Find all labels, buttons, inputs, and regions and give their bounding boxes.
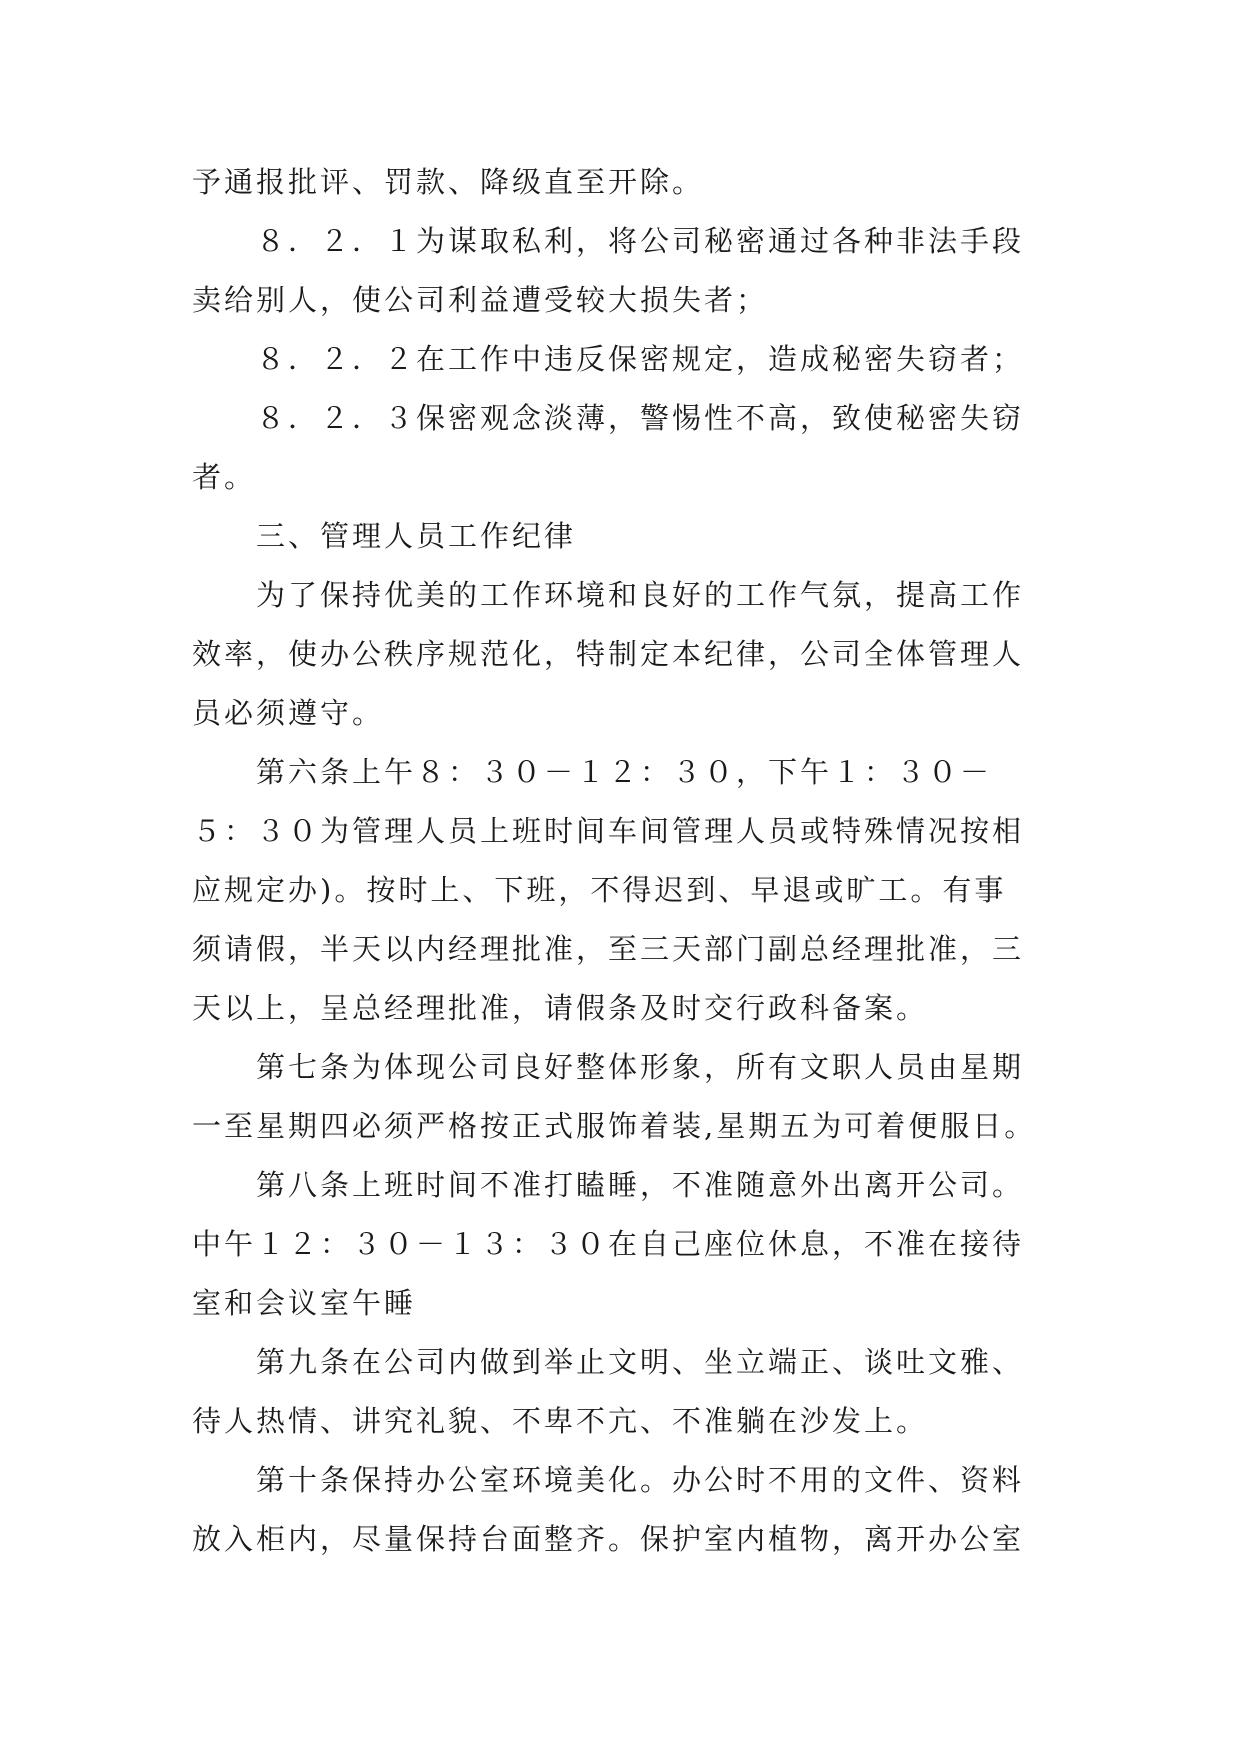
text-line: 第八条上班时间不准打瞌睡，不准随意外出离开公司。	[256, 1168, 1025, 1202]
text-line: 第九条在公司内做到举止文明、坐立端正、谈吐文雅、	[256, 1345, 1025, 1379]
text-line: 卖给别人，使公司利益遭受较大损失者；	[192, 283, 769, 317]
text-line: 为了保持优美的工作环境和良好的工作气氛，提高工作	[256, 578, 1025, 612]
text-line: 一至星期四必须严格按正式服饰着装,星期五为可着便服日。	[192, 1109, 1037, 1143]
text-line: 须请假，半天以内经理批准，至三天部门副总经理批准，三	[192, 932, 1025, 966]
text-line: 放入柜内，尽量保持台面整齐。保护室内植物，离开办公室	[192, 1522, 1025, 1556]
text-line: ８．２．３保密观念淡薄，警惕性不高，致使秘密失窃	[256, 401, 1025, 435]
text-line: ５：３０为管理人员上班时间车间管理人员或特殊情况按相	[192, 814, 1025, 848]
text-line: 中午１２：３０－１３：３０在自己座位休息，不准在接待	[192, 1227, 1025, 1261]
text-line: 室和会议室午睡	[192, 1286, 417, 1320]
text-line: 待人热情、讲究礼貌、不卑不亢、不准躺在沙发上。	[192, 1404, 929, 1438]
text-line: ８．２．２在工作中违反保密规定，造成秘密失窃者；	[256, 342, 1025, 376]
text-line: 应规定办)。按时上、下班，不得迟到、早退或旷工。有事	[192, 873, 1007, 907]
text-line: 第七条为体现公司良好整体形象，所有文职人员由星期	[256, 1050, 1025, 1084]
text-line: 员必须遵守。	[192, 696, 385, 730]
text-line: 天以上，呈总经理批准，请假条及时交行政科备案。	[192, 991, 929, 1025]
text-line: 第六条上午８：３０－１２：３０，下午１：３０－	[256, 755, 993, 789]
text-line: 效率，使办公秩序规范化，特制定本纪律，公司全体管理人	[192, 637, 1025, 671]
text-line: 予通报批评、罚款、降级直至开除。	[192, 165, 705, 199]
text-line: ８．２．１为谋取私利，将公司秘密通过各种非法手段	[256, 224, 1025, 258]
section-heading: 三、管理人员工作纪律	[256, 519, 577, 553]
text-line: 者。	[192, 460, 257, 494]
text-line: 第十条保持办公室环境美化。办公时不用的文件、资料	[256, 1463, 1025, 1497]
